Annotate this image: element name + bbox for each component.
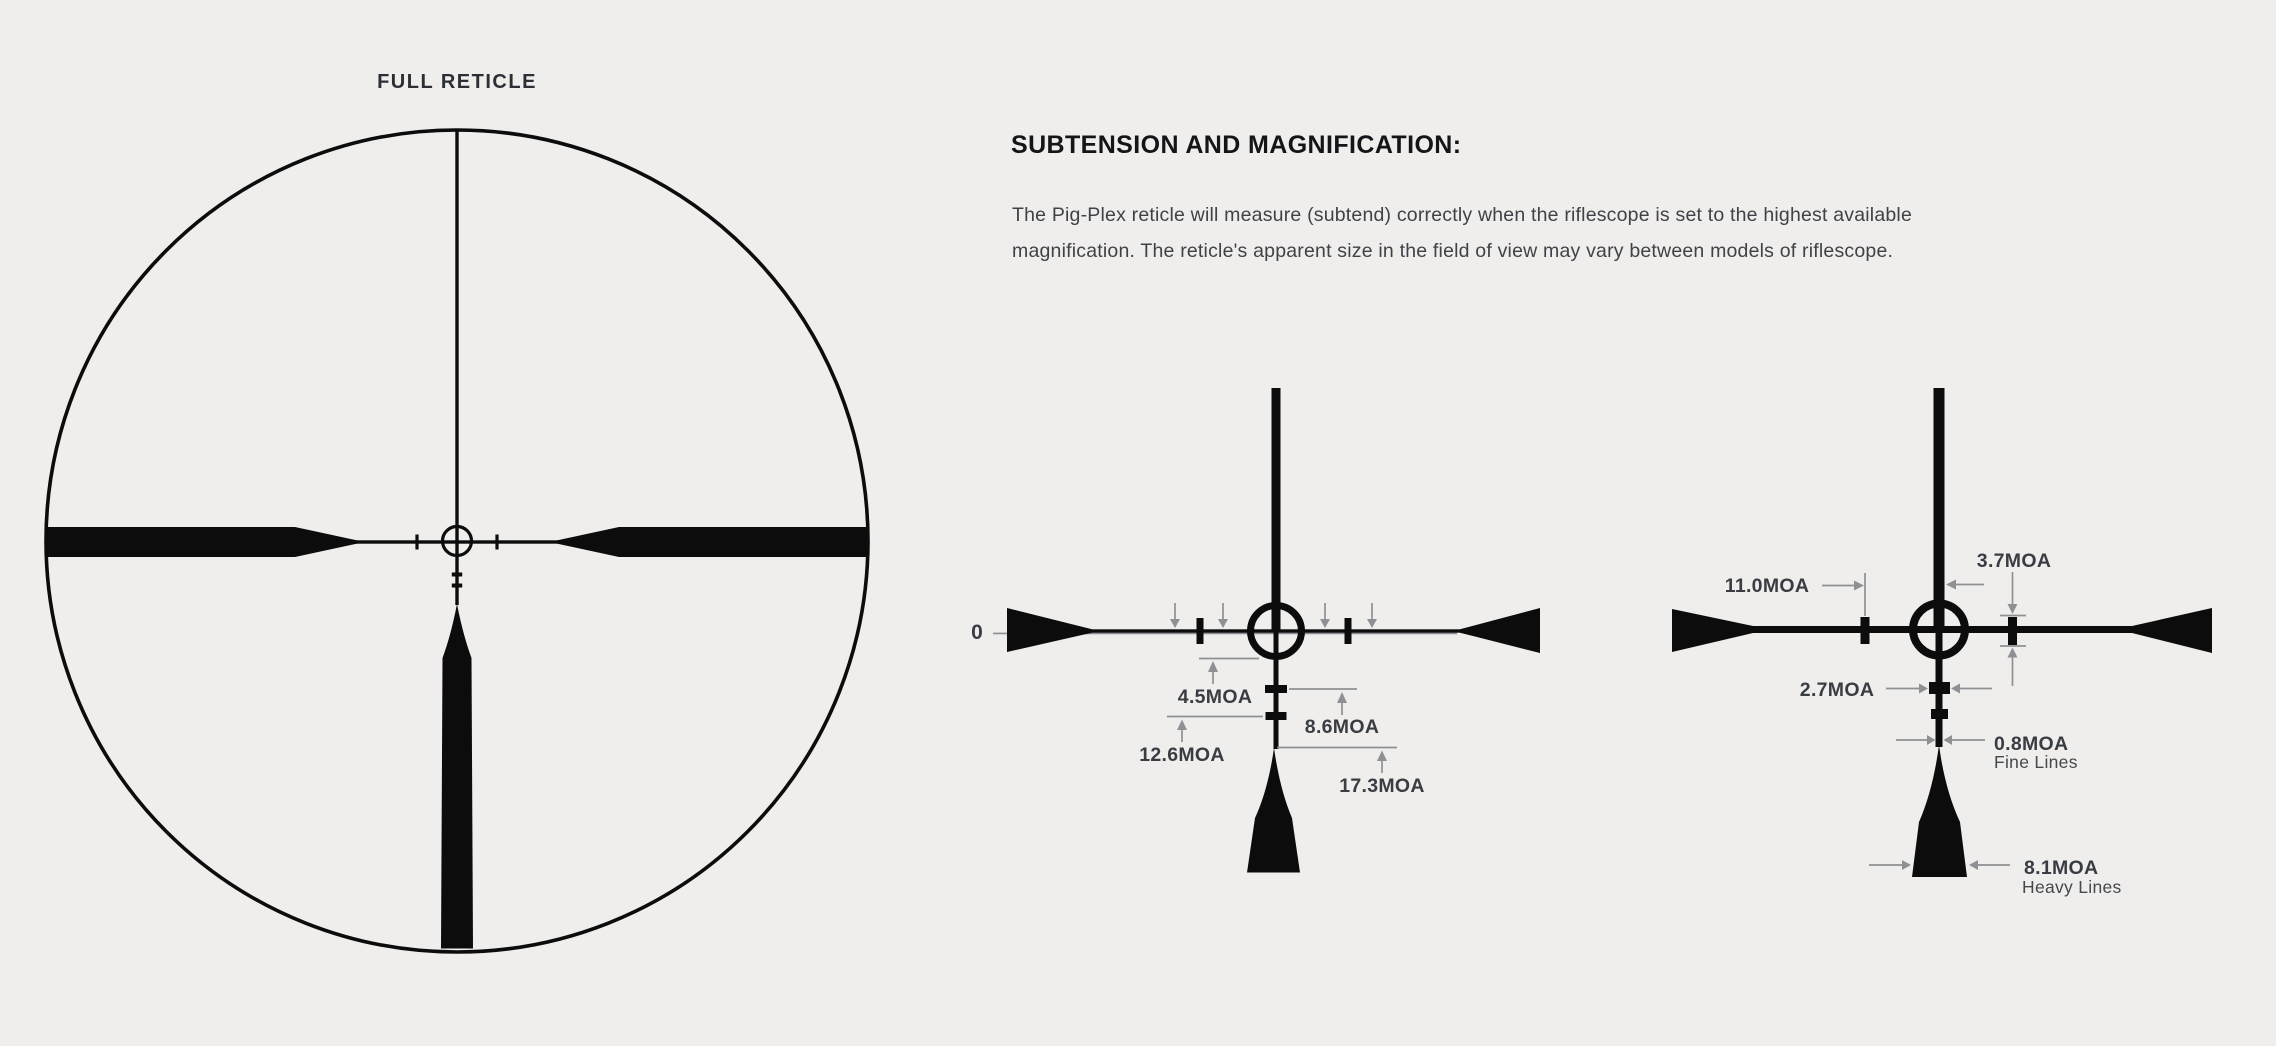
thin-vertical-line — [455, 131, 458, 605]
bottom-post — [1912, 745, 1967, 877]
zero-label: 0 — [971, 621, 983, 644]
top-post — [1272, 388, 1281, 631]
lower-tick-2 — [1266, 712, 1287, 720]
left-heavy-post — [47, 527, 357, 557]
subtension-body-line1: The Pig-Plex reticle will measure (subtend) correctly when the riflescope is set to the highest available — [1012, 204, 1912, 226]
lower-tick-2 — [1931, 709, 1948, 719]
full-reticle-title: FULL RETICLE — [377, 71, 537, 93]
label-8-1moa: 8.1MOA — [2024, 857, 2099, 879]
lower-tick-1 — [1265, 685, 1287, 693]
label-0-8moa: 0.8MOA — [1994, 733, 2069, 755]
right-tick — [2008, 617, 2017, 645]
lower-tick-1 — [452, 573, 462, 577]
left-wedge — [1672, 609, 1753, 652]
right-heavy-post — [557, 527, 867, 557]
label-11-0moa: 11.0MOA — [1724, 575, 1810, 597]
label-heavy-lines: Heavy Lines — [2022, 877, 2122, 897]
right-wedge — [1460, 608, 1540, 653]
mid-subtension-diagram — [971, 388, 1540, 873]
thin-horizontal-line — [355, 540, 559, 543]
lower-tick-2 — [452, 584, 462, 588]
bottom-post — [1247, 748, 1300, 873]
subtension-body-line2: magnification. The reticle's apparent size in the field of view may vary between models of riflescope. — [1012, 239, 1894, 262]
right-subtension-diagram — [1672, 388, 2212, 897]
label-8-6moa: 8.6MOA — [1304, 716, 1380, 738]
subtension-heading: SUBTENSION AND MAGNIFICATION: — [1011, 131, 1462, 159]
label-2-7moa: 2.7MOA — [1799, 679, 1875, 701]
label-3-7moa: 3.7MOA — [1976, 550, 2052, 572]
dim-11-0 — [1822, 573, 1865, 616]
label-17-3moa: 17.3MOA — [1339, 775, 1425, 797]
label-12-6moa: 12.6MOA — [1139, 744, 1225, 766]
right-tick — [495, 535, 498, 550]
right-tick — [1345, 618, 1352, 644]
full-reticle-diagram — [46, 130, 868, 952]
top-post — [1934, 388, 1945, 629]
horizontal-thin-line — [1090, 629, 1462, 632]
dim-12-6 — [1167, 717, 1263, 743]
left-wedge — [1007, 608, 1092, 652]
left-tick — [1197, 618, 1204, 644]
dim-17-3 — [1277, 748, 1397, 774]
label-4-5moa: 4.5MOA — [1177, 686, 1253, 708]
left-tick — [1861, 617, 1870, 644]
left-tick — [415, 535, 418, 550]
right-wedge — [2132, 608, 2212, 653]
lower-tick-1 — [1929, 682, 1950, 694]
label-fine-lines: Fine Lines — [1994, 752, 2078, 772]
bottom-heavy-post — [441, 604, 473, 949]
dim-8-6 — [1289, 689, 1357, 715]
dim-4-5 — [1199, 659, 1259, 685]
horizontal-line — [1753, 626, 2132, 633]
